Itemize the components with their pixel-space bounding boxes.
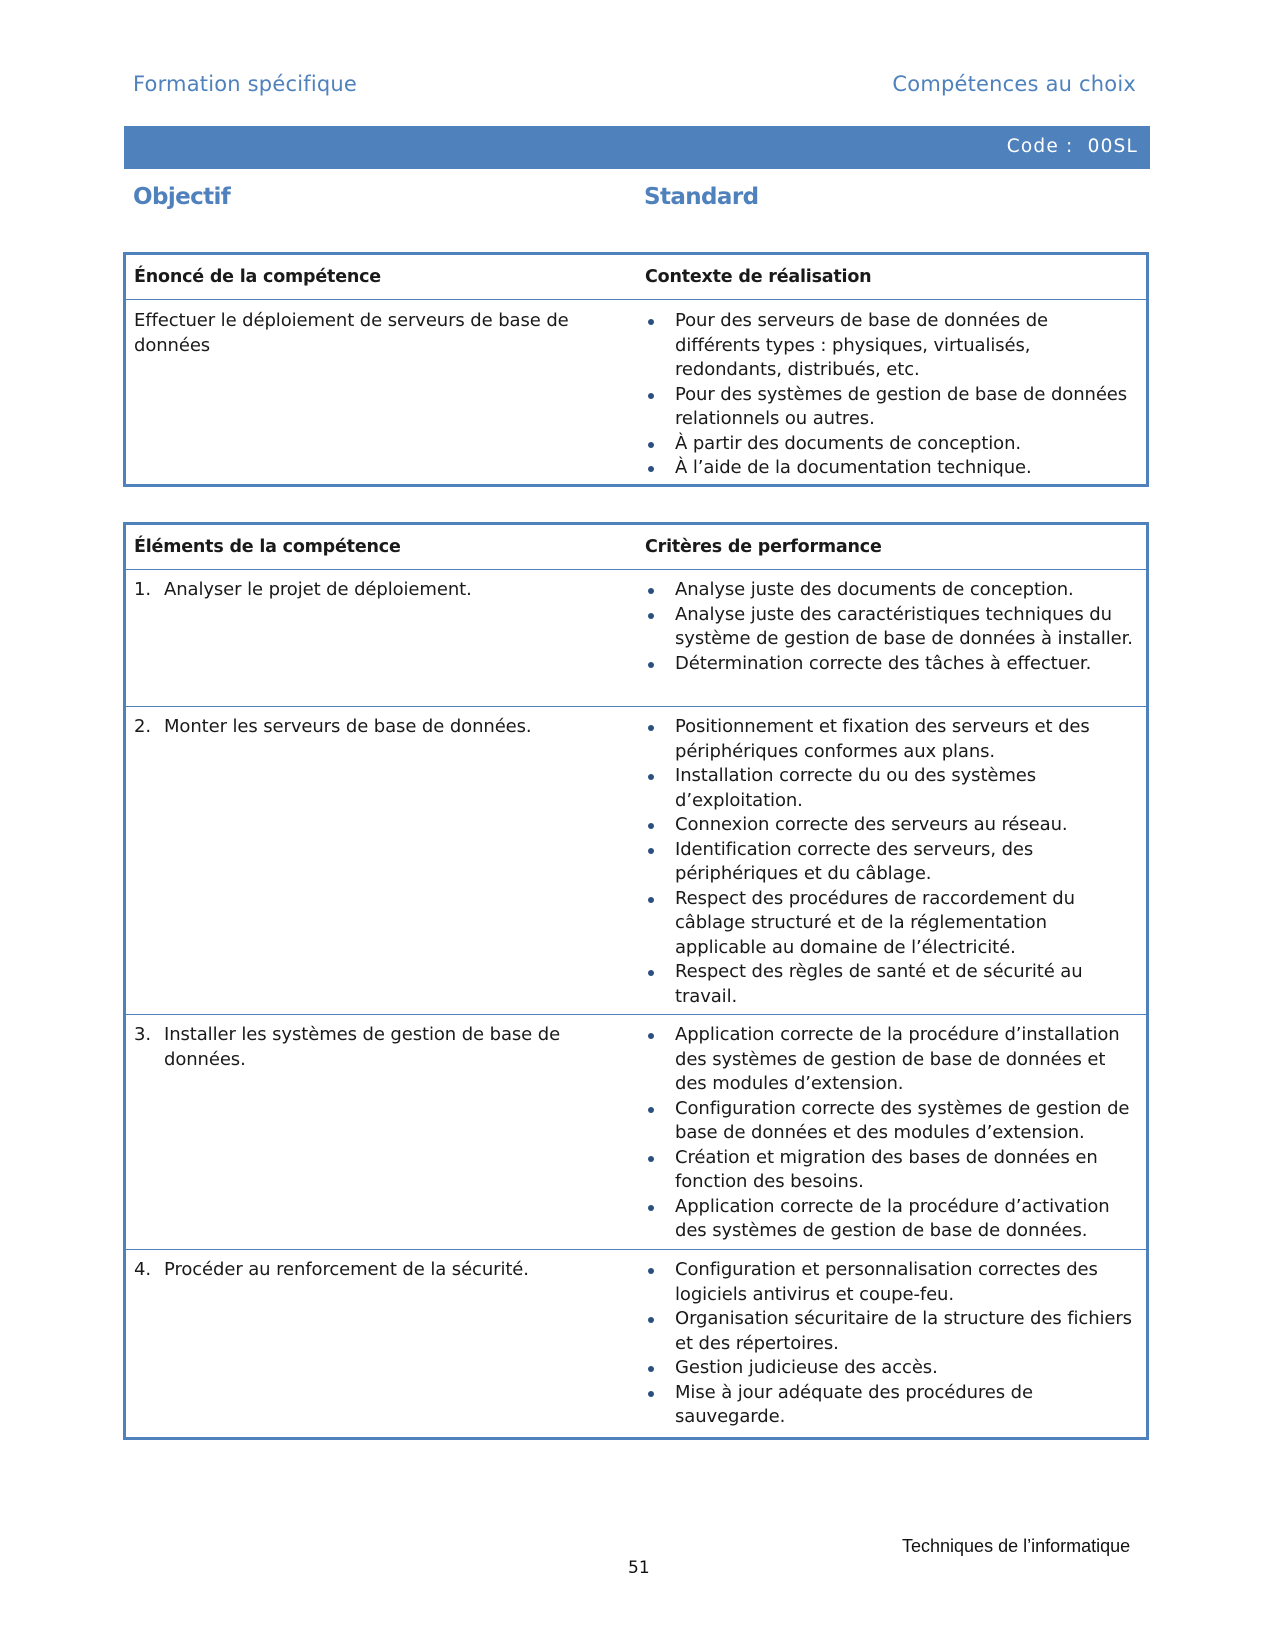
section-title-objectif: Objectif (133, 184, 231, 210)
criteria-item (645, 1356, 1136, 1381)
criteria-item (645, 578, 1136, 603)
header-competency-type: Compétences au choix (892, 72, 1136, 96)
context-item (645, 456, 1136, 481)
criteria-text: Analyse juste des caractéristiques techniques du système de gestion de base de données à installer. (675, 603, 1133, 649)
table-row (126, 299, 1146, 481)
bullet-icon (648, 1268, 654, 1274)
bullet-icon (648, 1366, 654, 1372)
column-header-context: Contexte de réalisation (645, 267, 872, 287)
criteria-text: Configuration et personnalisation correctes des logiciels antivirus et coupe-feu. (675, 1259, 1098, 1305)
table-header-row (126, 525, 1146, 569)
code-value: 00SL (1087, 136, 1138, 157)
criteria-item (645, 1146, 1136, 1195)
element-number: 1. (134, 579, 151, 600)
bullet-icon (648, 1033, 654, 1039)
bullet-icon (648, 848, 654, 854)
bullet-icon (648, 1107, 654, 1113)
criteria-text: Application correcte de la procédure d’installation des systèmes de gestion de base de données et des modules d’extension. (675, 1024, 1120, 1094)
bullet-icon (648, 466, 654, 472)
competency-element (134, 715, 627, 740)
bullet-icon (648, 970, 654, 976)
criteria-item (645, 764, 1136, 813)
criteria-text: Application correcte de la procédure d’activation des systèmes de gestion de base de données. (675, 1195, 1110, 1241)
criteria-text: Analyse juste des documents de conception. (675, 579, 1074, 600)
bullet-icon (648, 823, 654, 829)
criteria-item (645, 1023, 1136, 1097)
criteria-item (645, 1307, 1136, 1356)
table-row (126, 1249, 1146, 1435)
criteria-item (645, 838, 1136, 887)
element-number: 4. (134, 1259, 151, 1280)
column-header-criteria: Critères de performance (645, 537, 882, 557)
element-text: Analyser le projet de déploiement. (164, 579, 472, 600)
bullet-icon (648, 897, 654, 903)
bullet-icon (648, 662, 654, 668)
criteria-item (645, 1258, 1136, 1307)
criteria-text: Identification correcte des serveurs, des périphériques et du câblage. (675, 838, 1034, 884)
criteria-text: Création et migration des bases de données en fonction des besoins. (675, 1146, 1098, 1192)
section-title-standard: Standard (644, 184, 759, 210)
column-header-elements: Éléments de la compétence (134, 537, 401, 557)
bullet-icon (648, 588, 654, 594)
competency-element (134, 1258, 627, 1283)
context-text: Pour des systèmes de gestion de base de données relationnels ou autres. (675, 383, 1128, 429)
criteria-text: Respect des règles de santé et de sécurité au travail. (675, 961, 1083, 1007)
criteria-text: Configuration correcte des systèmes de gestion de base de données et des modules d’extension. (675, 1097, 1130, 1143)
criteria-text: Mise à jour adéquate des procédures de sauvegarde. (675, 1381, 1033, 1427)
context-item (645, 383, 1136, 432)
context-item (645, 309, 1136, 383)
criteria-list (645, 1258, 1136, 1430)
page-number: 51 (628, 1558, 650, 1578)
table-row (126, 569, 1146, 706)
criteria-text: Respect des procédures de raccordement du câblage structuré et de la réglementation applicable au domaine de l’électricité. (675, 887, 1075, 958)
competency-element (134, 578, 627, 603)
performance-criteria-table (123, 522, 1149, 1440)
criteria-text: Gestion judicieuse des accès. (675, 1357, 938, 1378)
criteria-text: Détermination correcte des tâches à effectuer. (675, 652, 1092, 674)
context-text: À partir des documents de conception. (675, 432, 1022, 454)
element-text: Monter les serveurs de base de données. (164, 716, 532, 737)
table-row (126, 706, 1146, 1014)
criteria-item (645, 652, 1136, 677)
code-bar (124, 126, 1150, 169)
bullet-icon (648, 393, 654, 399)
bullet-icon (648, 1391, 654, 1397)
header-program-section: Formation spécifique (133, 72, 358, 96)
criteria-item (645, 960, 1136, 1009)
criteria-item (645, 887, 1136, 961)
element-text: Procéder au renforcement de la sécurité. (164, 1259, 529, 1280)
code-label: Code : (1006, 136, 1074, 157)
bullet-icon (648, 442, 654, 448)
element-number: 2. (134, 716, 151, 737)
bullet-icon (648, 725, 654, 731)
element-text: Installer les systèmes de gestion de base de données. (164, 1024, 561, 1070)
criteria-item (645, 1097, 1136, 1146)
competency-element (134, 1023, 627, 1072)
competency-statement: Effectuer le déploiement de serveurs de base de données (134, 310, 569, 356)
criteria-item (645, 1381, 1136, 1430)
criteria-text: Positionnement et fixation des serveurs et des périphériques conformes aux plans. (675, 716, 1090, 762)
criteria-item (645, 1195, 1136, 1244)
context-text: À l’aide de la documentation technique. (675, 457, 1032, 478)
element-number: 3. (134, 1024, 151, 1045)
context-item (645, 432, 1136, 457)
criteria-list (645, 715, 1136, 1009)
bullet-icon (648, 319, 654, 325)
context-list (645, 309, 1136, 481)
criteria-item (645, 813, 1136, 838)
bullet-icon (648, 774, 654, 780)
bullet-icon (648, 1317, 654, 1323)
footer-program-name: Techniques de l’informatique (902, 1536, 1131, 1556)
criteria-text: Connexion correcte des serveurs au réseau. (675, 814, 1068, 835)
criteria-list (645, 578, 1136, 676)
criteria-text: Organisation sécuritaire de la structure des fichiers et des répertoires. (675, 1308, 1132, 1354)
table-header-row (126, 255, 1146, 299)
context-text: Pour des serveurs de base de données de différents types : physiques, virtualisés, redondants, distribués, etc. (675, 310, 1049, 380)
criteria-text: Installation correcte du ou des systèmes d’exploitation. (675, 765, 1037, 811)
criteria-item (645, 715, 1136, 764)
column-header-statement: Énoncé de la compétence (134, 267, 381, 287)
criteria-list (645, 1023, 1136, 1244)
table-row (126, 1014, 1146, 1249)
competency-statement-table (123, 252, 1149, 487)
criteria-item (645, 603, 1136, 652)
bullet-icon (648, 1205, 654, 1211)
bullet-icon (648, 1156, 654, 1162)
bullet-icon (648, 613, 654, 619)
competency-code (1007, 136, 1138, 157)
